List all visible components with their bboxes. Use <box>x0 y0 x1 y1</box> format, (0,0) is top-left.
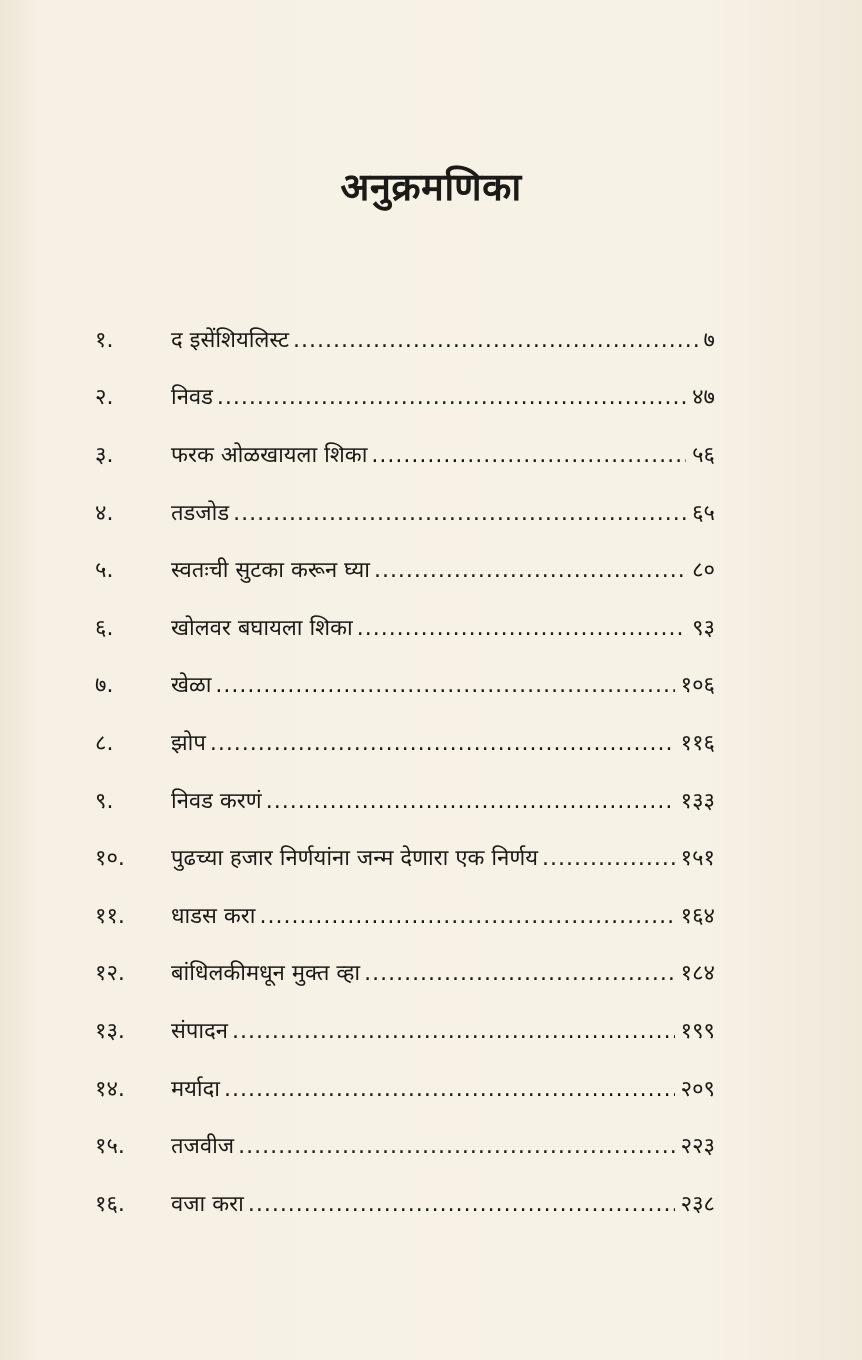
dot-leader <box>266 789 675 814</box>
toc-entry-page: ४७ <box>692 385 715 411</box>
toc-entry-page: ८० <box>692 558 715 584</box>
toc-entry-number: ४. <box>95 500 114 526</box>
toc-entry-page: २३८ <box>680 1191 715 1217</box>
toc-entry-page: ९३ <box>692 615 715 641</box>
toc-entry-number: ३. <box>95 442 114 468</box>
toc-entry-page: १५१ <box>680 846 715 872</box>
toc-entry <box>95 944 715 1002</box>
toc-entry-label: द इसेंशियलिस्ट <box>171 327 290 353</box>
toc-entry-label: धाडस करा <box>171 903 256 929</box>
toc-entry-label: निवड <box>171 385 213 411</box>
toc-entry-number: १. <box>95 327 114 353</box>
toc-entry-number: १६. <box>95 1191 125 1217</box>
toc-entry <box>95 828 715 886</box>
dot-leader <box>215 673 674 698</box>
toc-entry-number: ७. <box>95 673 114 699</box>
toc-entry-number: ५. <box>95 558 114 584</box>
toc-entry <box>95 425 715 483</box>
dot-leader <box>542 846 675 871</box>
toc-entry <box>95 598 715 656</box>
dot-leader <box>259 904 674 929</box>
toc-entry-page: १०६ <box>680 673 715 699</box>
toc-entry-label: पुढच्या हजार निर्णयांना जन्म देणारा एक निर्णय <box>171 846 538 872</box>
toc-entry <box>95 368 715 426</box>
dot-leader <box>293 328 698 353</box>
toc-entry-label: बांधिलकीमधून मुक्त व्हा <box>171 961 361 987</box>
dot-leader <box>238 1134 675 1159</box>
dot-leader <box>217 385 686 410</box>
toc-entry-label: निवड करणं <box>171 788 262 814</box>
toc-entry <box>95 540 715 598</box>
toc-entry-label: मर्यादा <box>171 1076 220 1102</box>
toc-entry-number: ९. <box>95 788 114 814</box>
dot-leader <box>374 558 686 583</box>
toc-entry-number: १५. <box>95 1134 125 1160</box>
toc-entry <box>95 656 715 714</box>
toc-entry-label: खेळा <box>171 673 212 699</box>
toc-entry-number: १४. <box>95 1076 125 1102</box>
toc-entry-number: ६. <box>95 615 114 641</box>
toc-entry-page: १६४ <box>680 903 715 929</box>
toc-entry-label: संपादन <box>171 1018 228 1044</box>
dot-leader <box>364 961 675 986</box>
toc-entry <box>95 1001 715 1059</box>
toc-entry <box>95 310 715 368</box>
toc-entry <box>95 1059 715 1117</box>
toc-entry-page: १८४ <box>680 961 715 987</box>
dot-leader <box>248 1192 675 1217</box>
toc-entry-number: २. <box>95 385 114 411</box>
toc-entry <box>95 713 715 771</box>
toc-entry-number: ८. <box>95 730 114 756</box>
toc-entry-page: २०९ <box>680 1076 715 1102</box>
toc-entry-label: तडजोड <box>171 500 230 526</box>
dot-leader <box>224 1077 675 1102</box>
page-title: अनुक्रमणिका <box>340 165 522 209</box>
toc-entry-label: फरक ओळखायला शिका <box>171 442 368 468</box>
toc-entry-number: ११. <box>95 903 125 929</box>
toc-entry-number: १२. <box>95 961 125 987</box>
toc-entry-page: ७ <box>703 327 715 353</box>
toc-entry <box>95 886 715 944</box>
toc-entry-label: स्वतःची सुटका करून घ्या <box>171 558 370 584</box>
toc-entry-page: २२३ <box>680 1134 715 1160</box>
dot-leader <box>232 1019 675 1044</box>
toc-entry <box>95 483 715 541</box>
dot-leader <box>371 443 686 468</box>
toc-entry-page: ११६ <box>680 730 715 756</box>
toc-entry-page: ५६ <box>692 442 715 468</box>
toc-entry-page: १३३ <box>680 788 715 814</box>
toc-entry <box>95 1116 715 1174</box>
toc-entry-label: तजवीज <box>171 1134 235 1160</box>
dot-leader <box>210 731 675 756</box>
toc-entry <box>95 1174 715 1232</box>
toc-entry <box>95 771 715 829</box>
dot-leader <box>357 616 686 641</box>
toc-entry-label: खोलवर बघायला शिका <box>171 615 353 641</box>
dot-leader <box>233 501 686 526</box>
toc-entry-page: ६५ <box>692 500 715 526</box>
toc-entry-label: वजा करा <box>171 1191 244 1217</box>
toc-entry-number: १०. <box>95 846 125 872</box>
toc-entry-label: झोप <box>171 730 206 756</box>
toc-entry-number: १३. <box>95 1018 125 1044</box>
table-of-contents <box>95 310 715 1232</box>
toc-entry-page: १९९ <box>680 1018 715 1044</box>
